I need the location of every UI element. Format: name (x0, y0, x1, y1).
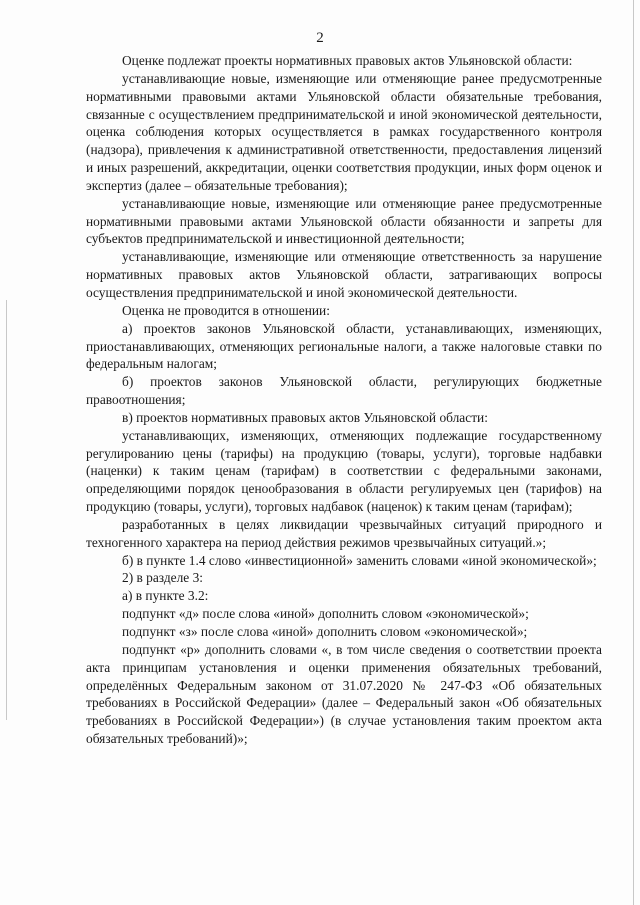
paragraph-4: устанавливающие, изменяющие или отменяющие ответственность за нарушение нормативных правовых актов Ульяновской области, затрагивающих вопросы осуществления предпринимательской и иной экономической деятельности. (86, 249, 602, 300)
paragraph-3: устанавливающие новые, изменяющие или отменяющие ранее предусмотренные нормативными правовыми актами Ульяновской области обязанности и запреты для субъектов предпринимательской и инвестиционной деятельности; (86, 195, 602, 247)
paragraph-10: разработанных в целях ликвидации чрезвычайных ситуаций природного и техногенного характера на период действия режимов чрезвычайных ситуаций.»; (86, 516, 602, 550)
scan-edge-left (6, 300, 7, 720)
page-number: 2 (316, 30, 324, 46)
paragraph-2: устанавливающие новые, изменяющие или отменяющие ранее предусмотренные нормативными правовыми актами Ульяновской области обязательные требования, связанные с осуществлением предпринимательской и иной экономической деятельности, оценка соблюдения которых осуществляется в рамках государственного контроля (надзора), привлечения к административной ответственности, предоставления лицензий и иных разрешений, аккредитации, оценки соответствия продукции, иных форм оценок и экспертиз (далее – обязательные требования); (86, 70, 602, 193)
paragraph-14: подпункт «д» после слова «иной» дополнить словом «экономической»; (122, 606, 529, 622)
paragraph-7: б) проектов законов Ульяновской области, регулирующих бюджетные правоотношения; (86, 374, 602, 408)
paragraph-6: а) проектов законов Ульяновской области, устанавливающих, изменяющих, приостанавливающих, отменяющих региональные налоги, а также налоговые ставки по федеральным налогам; (86, 320, 602, 372)
paragraph-9: устанавливающих, изменяющих, отменяющих подлежащие государственному регулированию цены (тарифы) на продукцию (товары, услуги), торговые надбавки (наценки) к таким ценам (тарифам) в соответствии с федеральными законами, определяющими порядок ценообразования в области регулируемых цен (тарифов) на продукцию (товары, услуги), торговых надбавок (наценок) к таким ценам (тарифам); (86, 427, 602, 515)
scan-edge-right (633, 0, 634, 905)
paragraph-5: Оценка не проводится в отношении: (122, 302, 330, 318)
paragraph-13: а) в пункте 3.2: (122, 588, 209, 604)
paragraph-16: подпункт «р» дополнить словами «, в том числе сведения о соответствии проекта акта принципам установления и оценки применения обязательных требований, определённых Федеральным законом от 31.07.2020 № 247-ФЗ «Об обязательных требованиях в Российской Федерации» (далее – Федеральный закон «Об обязательных требованиях в Российской Федерации») (в случае установления таким проектом акта обязательных требований)»; (86, 641, 602, 747)
paragraph-8: в) проектов нормативных правовых актов Ульяновской области: (122, 409, 488, 425)
paragraph-1: Оценке подлежат проекты нормативных правовых актов Ульяновской области: (122, 53, 573, 68)
paragraph-15: подпункт «з» после слова «иной» дополнить словом «экономической»; (122, 624, 528, 639)
document-body (86, 52, 602, 748)
paragraph-12: 2) в разделе 3: (122, 570, 204, 586)
paragraph-11: б) в пункте 1.4 слово «инвестиционной» заменить словами «иной экономической»; (122, 552, 597, 568)
